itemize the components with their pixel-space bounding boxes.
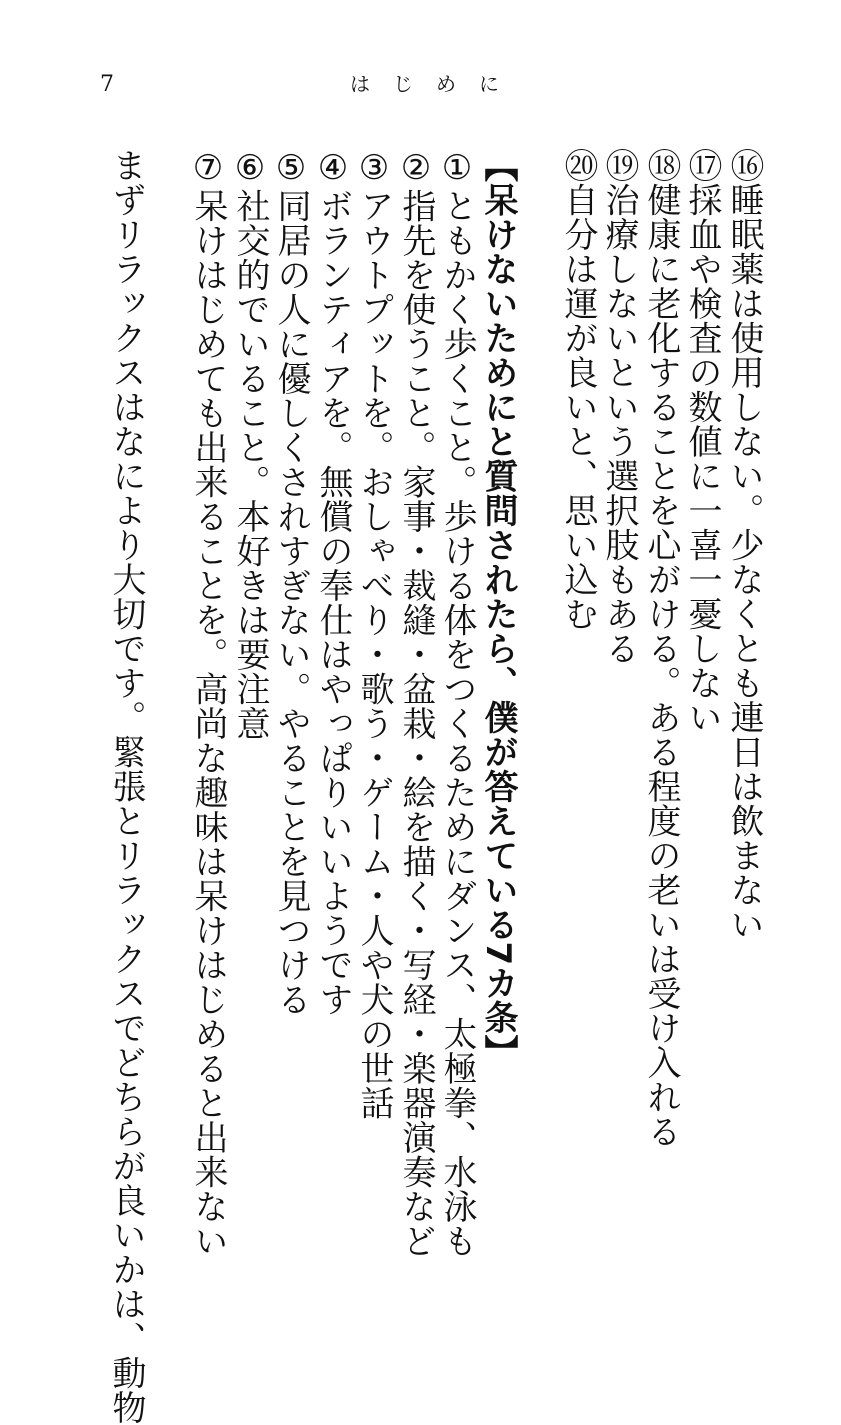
list-item-17: ⑰採血や検査の数値に一喜一憂しない: [682, 148, 722, 735]
rule-item-4: ④ボランティアを。無償の奉仕はやっぱりいいようです: [313, 148, 353, 1017]
rule-item-3: ③アウトプットを。おしゃべり・歌う・ゲーム・人や犬の世話: [354, 148, 394, 1120]
page-number: 7: [100, 72, 114, 97]
list-item-18: ⑱健康に老化することを心がける。ある程度の老いは受け入れる: [641, 148, 681, 1149]
rule-item-7: ⑦呆けはじめても出来ることを。高尚な趣味は呆けはじめると出来ない: [188, 148, 228, 1258]
rule-item-2: ②指先を使うこと。家事・裁縫・盆栽・絵を描く・写経・楽器演奏など: [396, 148, 436, 1258]
list-item-20: ⑳自分は運が良いと、思い込む: [558, 148, 598, 631]
list-item-16: ⑯睡眠薬は使用しない。少なくとも連日は飲まない: [724, 148, 764, 942]
list-item-19: ⑲治療しないという選択肢もある: [599, 148, 639, 666]
body-paragraph: まずリラックスはなにより大切です。緊張とリラックスでどちらが良いかは、動物: [106, 148, 146, 1425]
rule-item-6: ⑥社交的でいること。本好きは要注意: [230, 148, 270, 741]
rule-item-1: ①ともかく歩くこと。歩ける体をつくるためにダンス、太極拳、水泳も: [437, 148, 477, 1258]
rule-item-5: ⑤同居の人に優しくされすぎない。やることを見つける: [271, 148, 311, 1017]
section-title: はじめに: [350, 72, 522, 96]
seven-rules-heading: 【呆けないためにと質問されたら、僕が答えている7カ条】: [478, 148, 518, 1070]
